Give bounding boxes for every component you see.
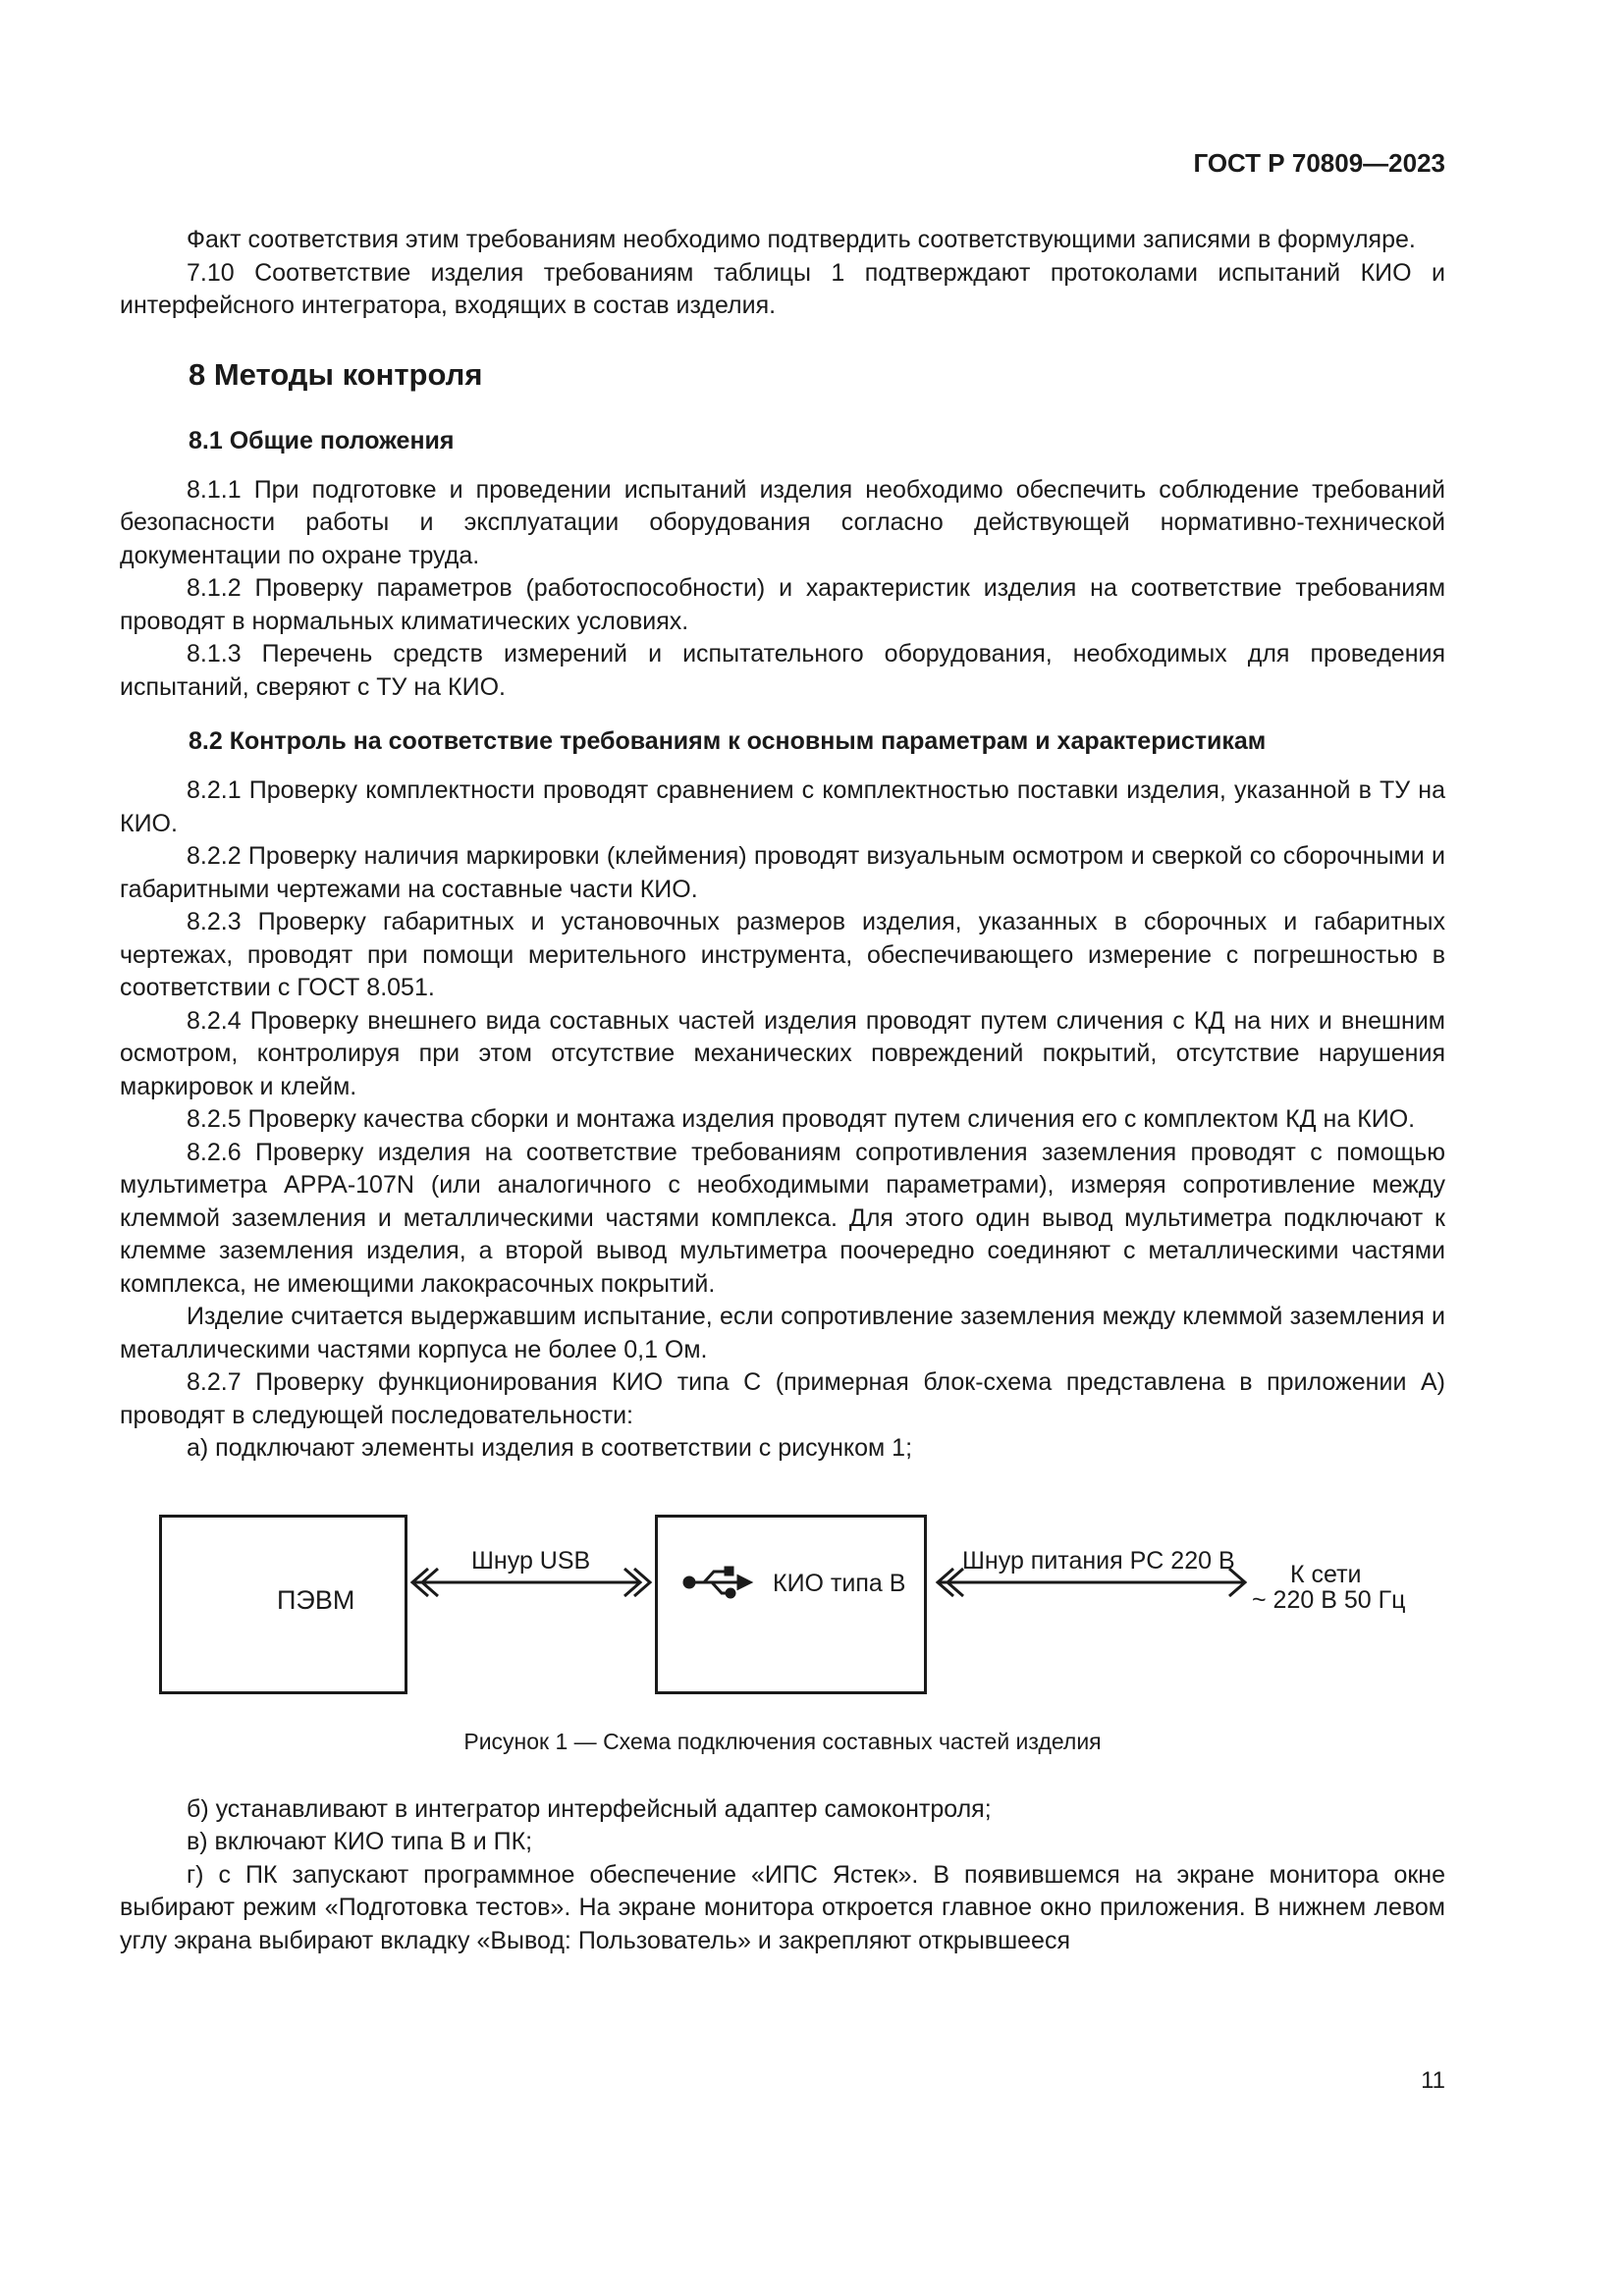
kio-box: [657, 1516, 926, 1692]
paragraph: 8.1.3 Перечень средств измерений и испытательного оборудования, необходимых для проведения испытаний, сверяют с ТУ на КИО.: [120, 640, 1445, 701]
section-heading: 8 Методы контроля: [189, 356, 483, 392]
document-body: [120, 224, 1445, 1957]
standard-number: ГОСТ Р 70809—2023: [1193, 148, 1445, 178]
paragraph: Факт соответствия этим требованиям необходимо подтвердить соответствующими записями в формуляре.: [187, 226, 1416, 253]
figure-caption: Рисунок 1 — Схема подключения составных частей изделия: [463, 1728, 1102, 1754]
pc-box-label: ПЭВМ: [277, 1584, 355, 1615]
paragraph: Изделие считается выдержавшим испытание, если сопротивление заземления между клеммой заземления и металлическими частями корпуса не более 0,1 Ом.: [120, 1303, 1445, 1363]
paragraph: 8.1.2 Проверку параметров (работоспособности) и характеристик изделия на соответствие требованиям проводят в нормальных климатических условиях.: [120, 574, 1445, 635]
list-item: г) с ПК запускают программное обеспечение «ИПС Ястек». В появившемся на экране монитора окне выбирают режим «Подготовка тестов». На экране монитора откроется главное окно приложения. В нижнем левом углу экрана выбирают вкладку «Вывод: Пользователь» и закрепляют открывшееся: [120, 1860, 1445, 1954]
subsection-heading: 8.2 Контроль на соответствие требованиям к основным параметрам и характеристикам: [189, 727, 1267, 755]
paragraph: 8.2.6 Проверку изделия на соответствие требованиям сопротивления заземления проводят с помощью мультиметра APPA-107N (или аналогичного с необходимыми параметрами), измеряя сопротивление между клеммой заземления и металлическими частями комплекса. Для этого один вывод мультиметра подключают к клемме заземления изделия, а второй вывод мультиметра поочередно соединяют с металлическими частями комплекса, не имеющими лакокрасочных покрытий.: [120, 1138, 1445, 1298]
kio-box-label: КИО типа В: [773, 1569, 906, 1597]
usb-icon: [684, 1568, 750, 1597]
paragraph: а) подключают элементы изделия в соответствии с рисунком 1;: [187, 1434, 913, 1462]
paragraph: 8.1.1 При подготовке и проведении испытаний изделия необходимо обеспечить соблюдение требований безопасности работы и эксплуатации оборудования согласно действующей нормативно-технической документации по охране труда.: [120, 475, 1445, 569]
paragraph: 8.2.3 Проверку габаритных и установочных размеров изделия, указанных в сборочных и габаритных чертежах, проводят при помощи мерительного инструмента, обеспечивающего измерение с погрешностью в соответствии с ГОСТ 8.051.: [120, 908, 1445, 1001]
page-number: 11: [1421, 2067, 1445, 2094]
paragraph: 8.2.1 Проверку комплектности проводят сравнением с комплектностью поставки изделия, указанной в ТУ на КИО.: [120, 776, 1445, 837]
usb-cable-label: Шнур USB: [471, 1546, 591, 1575]
mains-label-line2: ~ 220 В 50 Гц: [1252, 1585, 1406, 1614]
paragraph: 7.10 Соответствие изделия требованиям таблицы 1 подтверждают протоколами испытаний КИО и интерфейсного интегратора, входящих в состав изделия.: [120, 258, 1445, 319]
list-item: в) включают КИО типа В и ПК;: [187, 1828, 533, 1855]
paragraph: 8.2.2 Проверку наличия маркировки (клеймения) проводят визуальным осмотром и сверкой со сборочными и габаритными чертежами на составные части КИО.: [120, 842, 1445, 903]
paragraph: 8.2.4 Проверку внешнего вида составных частей изделия проводят путем сличения с КД на них и внешним осмотром, контролируя при этом отсутствие механических повреждений покрытий, отсутствие нарушения маркировок и клейм.: [120, 1006, 1445, 1100]
paragraph: 8.2.5 Проверку качества сборки и монтажа изделия проводят путем сличения его с комплектом КД на КИО.: [187, 1105, 1416, 1133]
subsection-heading: 8.1 Общие положения: [189, 426, 455, 454]
connection-diagram: [120, 1483, 1445, 1701]
mains-label-line1: К сети: [1290, 1560, 1362, 1588]
list-item: б) устанавливают в интегратор интерфейсный адаптер самоконтроля;: [187, 1794, 992, 1823]
paragraph: 8.2.7 Проверку функционирования КИО типа С (примерная блок-схема представлена в приложении А) проводят в следующей последовательности:: [120, 1368, 1445, 1429]
power-cable-label: Шнур питания PC 220 В: [962, 1546, 1235, 1575]
